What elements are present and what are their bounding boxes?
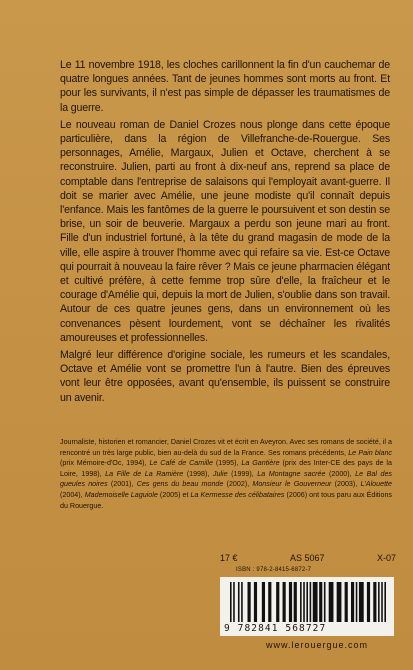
book-title: La Kermesse des célibataires <box>190 490 285 499</box>
barcode-bar <box>384 582 386 622</box>
book-title: La Montagne sacrée <box>257 469 326 478</box>
book-title: L'Alouette <box>360 480 393 489</box>
barcode-bar <box>306 582 308 622</box>
barcode-bar <box>262 582 265 622</box>
series-code: X-07 <box>376 553 396 563</box>
isbn: ISBN : 978-2-8415-6872-7 <box>236 567 312 573</box>
book-title: Mademoiselle Laguiole <box>84 490 158 499</box>
price: 17 € <box>220 553 238 563</box>
barcode-bar <box>359 582 364 622</box>
barcode-bar <box>381 582 383 622</box>
barcode-bar <box>276 582 279 622</box>
book-title: La Fille de La Ramière <box>105 469 184 478</box>
barcode-bar <box>313 582 318 622</box>
barcode-bar <box>356 582 358 622</box>
barcode-bar <box>324 582 326 622</box>
barcode-bar <box>373 582 376 622</box>
barcode <box>220 577 394 636</box>
book-title: Le Pain blanc <box>348 448 392 457</box>
barcode-bar <box>329 582 334 622</box>
barcode-bar <box>378 582 380 622</box>
blurb-paragraph-3: Malgré leur différence d'origine sociale, les rumeurs et les scandales, Octave et Amélie vont se promettre l'un à l'autre. Bien des épreuves vont leur être opposées, avant qu'ensemble, ils puissent se construire un avenir. <box>60 349 390 404</box>
barcode-bar <box>319 582 322 622</box>
barcode-bars <box>220 577 394 625</box>
book-title: La Gantière <box>241 459 280 468</box>
barcode-bar <box>289 582 292 622</box>
barcode-bar <box>254 582 257 622</box>
barcode-bar <box>367 582 370 622</box>
barcode-bar <box>233 582 235 622</box>
author-bio <box>60 437 392 511</box>
blurb-text <box>60 58 390 405</box>
book-title: Le Café de Camille <box>149 459 213 468</box>
blurb-paragraph-1: Le 11 novembre 1918, les cloches carillonnent la fin d'un cauchemar de quatre longues années. Tant de jeunes hommes sont morts au front. Et pour les survivants, il n'est pas simple de dépasser les traumatismes de la guerre. <box>60 59 390 114</box>
barcode-bar <box>248 582 251 622</box>
price-codes <box>220 553 396 563</box>
barcode-digits: 9 782841 568727 <box>224 623 327 634</box>
reference-code: AS 5067 <box>289 553 325 563</box>
barcode-bar <box>238 582 240 622</box>
barcode-bar <box>337 582 342 622</box>
barcode-bar <box>241 582 243 622</box>
book-title: Julie <box>212 469 228 478</box>
barcode-bar <box>300 582 302 622</box>
barcode-bar <box>345 582 348 622</box>
author-bio-paragraph: Journaliste, historien et romancier, Daniel Crozes vit et écrit en Aveyron. Avec ses romans de société, il a rencontré un très large public, bien au-delà du sud de la France. Ses romans précédents, Le Pain blanc (prix Mémoire-d'Oc, 1994), Le Café de Camille (1995), La Gantière (prix des Inter-CE des pays de la Loire, 1998), La Fille de La Ramière (1998), Julie (1999), La Montagne sacrée (2000), Le Bal des gueules noires (2001), Ces gens du beau monde (2002), Monsieur le Gouverneur (2003), L'Alouette (2004), Mademoiselle Laguiole (2005) et La Kermesse des célibataires (2006) ont tous paru aux Éditions du Rouergue. <box>60 438 393 510</box>
barcode-bar <box>268 582 271 622</box>
barcode-bar <box>283 582 286 622</box>
barcode-bar <box>310 582 312 622</box>
barcode-bar <box>303 582 305 622</box>
book-title: Le Bal des gueules noires <box>60 469 392 489</box>
book-title: Ces gens du beau monde <box>136 480 224 489</box>
barcode-bar <box>230 582 232 622</box>
blurb-paragraph-2: Le nouveau roman de Daniel Crozes nous plonge dans cette époque particulière, dans la région de Villefranche-de-Rouergue. Ses personnages, Amélie, Margaux, Julien et Octave, cherchent à se reconstruire. Julien, parti au front à dix-neuf ans, reprend sa place de comptable dans l'entreprise de salaisons qui l'employait avant-guerre. Il doit se marier avec Amélie, une jeune modiste qu'il connaît depuis l'enfance. Mais les fantômes de la guerre le poursuivent et son destin se brise, un soir de beuverie. Margaux a perdu son jeune mari au front. Fille d'un industriel fortuné, à la tête du grand magasin de mode de la ville, elle aspire à trouver l'homme avec qui refaire sa vie. Est-ce Octave qui pourrait à nouveau la faire rêver ? Mais ce jeune pharmacien élégant et cultivé préfère, à cette femme trop sûre d'elle, la fraîcheur et le courage d'Amélie qui, depuis la mort de Julien, s'oublie dans son travail. Autour de ces quatre jeunes gens, dans un environnement où les convenances pèsent lourdement, vont se déchaîner les rivalités amoureuses et professionnelles. <box>60 118 390 344</box>
book-title: Monsieur le Gouverneur <box>252 480 332 489</box>
publisher-website: www.lerouergue.com <box>265 640 369 650</box>
barcode-bar <box>294 582 297 622</box>
barcode-bar <box>351 582 354 622</box>
